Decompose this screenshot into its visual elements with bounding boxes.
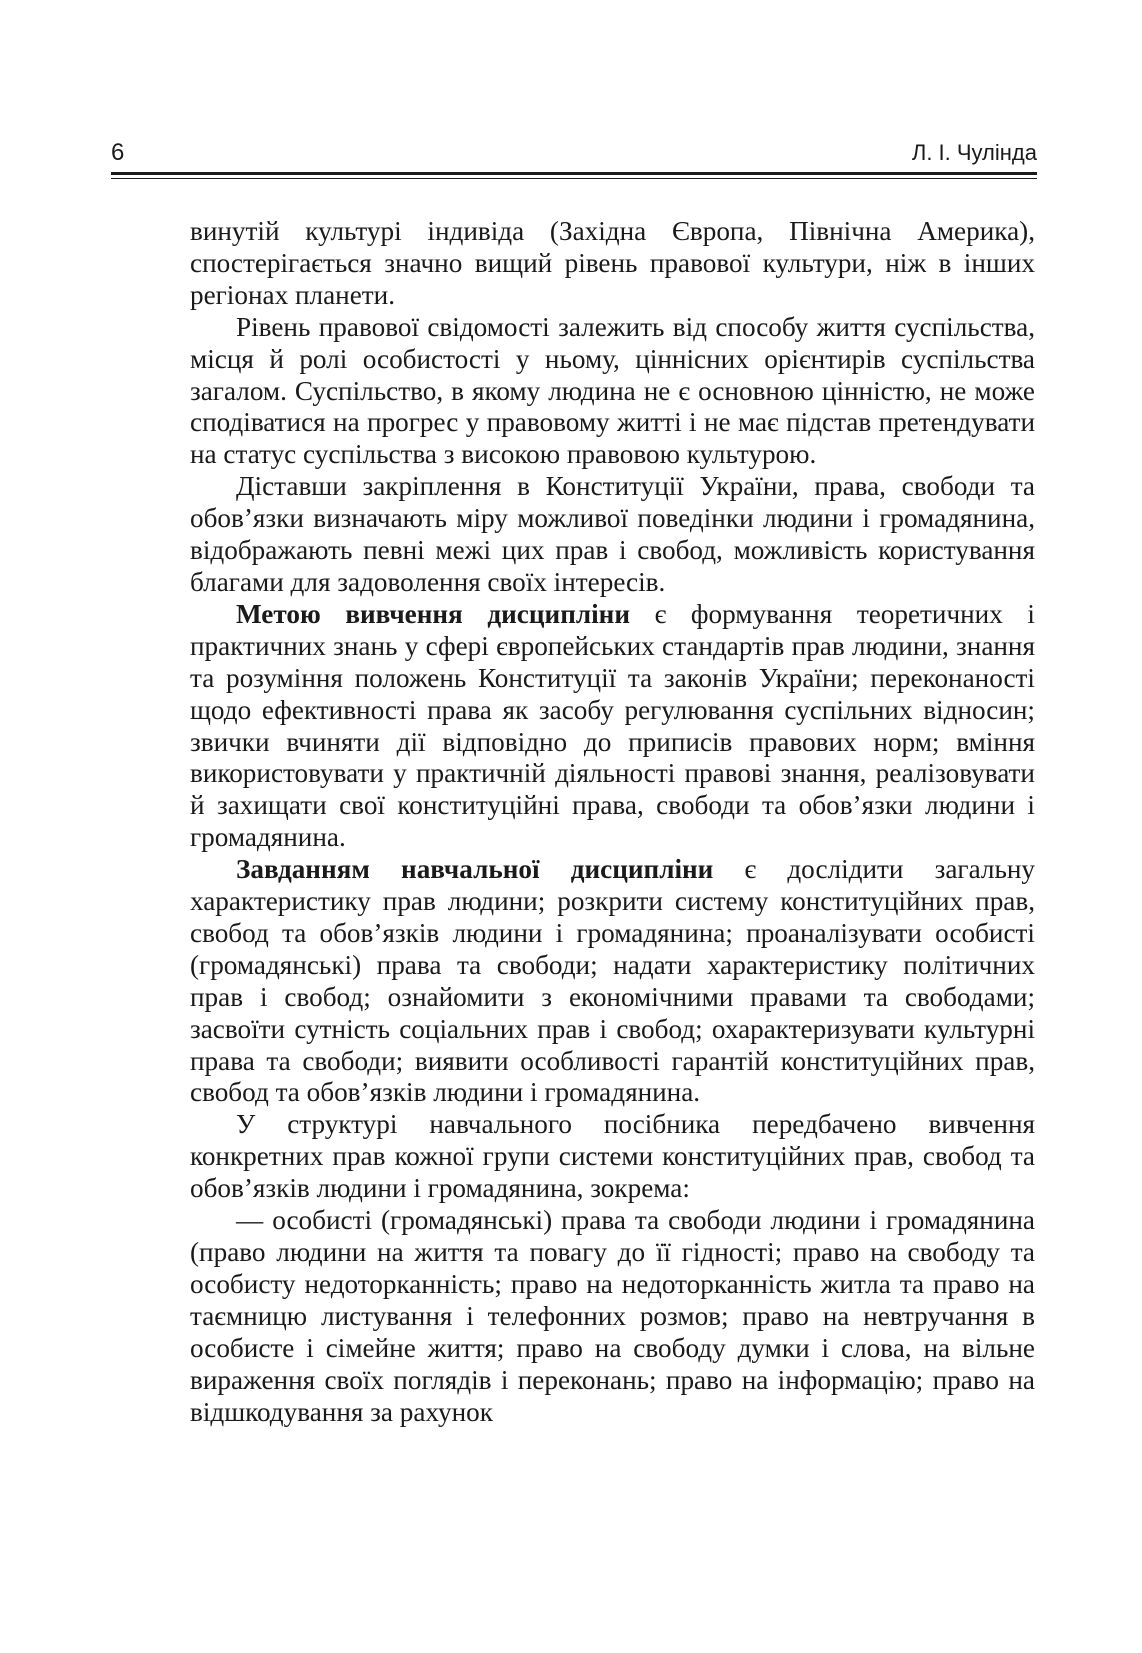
paragraph-course-tasks (190, 854, 1035, 1109)
paragraph-text: — особисті (громадянські) права та свободи людини і громадянина (право людини на життя та повагу до її гідності; право на свободу та особисту недоторканність; право на недоторканність житла та право на таємницю листування і телефонних розмов; право на невтручання в особисте і сімейне життя; право на свободу думки і слова, на вільне вираження своїх поглядів і переконань; право на інформацію; право на відшкодування за рахунок (190, 1205, 1035, 1427)
bold-term: Метою вивчення дисципліни (236, 598, 630, 629)
paragraph-text: є дослідити загальну характеристику прав людини; розкрити систему конституційних прав, свобод та обов’язків людини і громадянина; проаналізувати особисті (громадянські) права та свободи; надати характеристику політичних прав і свобод; ознайомити з економічними правами та свободами; засвоїти сутність соціальних прав і свобод; охарактеризувати культурні права та свободи; виявити особливості гарантій конституційних прав, свобод та обов’язків людини і громадянина. (190, 854, 1035, 1108)
paragraph (190, 312, 1035, 472)
header-rule-thin (111, 178, 1037, 179)
page-header (111, 138, 1037, 168)
page-number: 6 (111, 139, 125, 166)
paragraph-course-goal (190, 599, 1035, 854)
header-rule-thick (111, 172, 1037, 175)
running-head-author: Л. І. Чулінда (911, 140, 1037, 165)
paragraph-text: У структурі навчального посібника передбачено вивчення конкретних прав кожної групи системи конституційних прав, свобод та обов’язків людини і громадянина, зокрема: (190, 1109, 1035, 1204)
paragraph-list-item (190, 1205, 1035, 1428)
body-text (190, 216, 1035, 1428)
bold-term: Завданням навчальної дисципліни (236, 854, 714, 885)
paragraph-continued (190, 216, 1035, 312)
paragraph (190, 1109, 1035, 1205)
paragraph-text: винутій культурі індивіда (Західна Європа, Північна Америка), спостерігається значно вищий рівень правової культури, ніж в інших регіонах планети. (190, 216, 1035, 310)
paragraph (190, 471, 1035, 599)
paragraph-text: є формування теоретичних і практичних знань у сфері європейських стандартів прав людини, знання та розуміння положень Конституції та законів України; переконаності щодо ефективності права як засобу регулювання суспільних відносин; звички вчиняти дії відповідно до приписів правових норм; вміння використовувати у практичній діяльності правові знання, реалізовувати й захищати свої конституційні права, свободи та обов’язки людини і громадянина. (190, 598, 1035, 853)
paragraph-text: Діставши закріплення в Конституції України, права, свободи та обов’язки визначають міру можливої поведінки людини і громадянина, відображають певні межі цих прав і свобод, можливість користування благами для задоволення своїх інтересів. (190, 471, 1035, 597)
paragraph-text: Рівень правової свідомості залежить від способу життя суспільства, місця й ролі особистості у ньому, ціннісних орієнтирів суспільства загалом. Суспільство, в якому людина не є основною цінністю, не може сподіватися на прогрес у правовому житті і не має підстав претендувати на статус суспільства з високою правовою культурою. (190, 311, 1035, 470)
